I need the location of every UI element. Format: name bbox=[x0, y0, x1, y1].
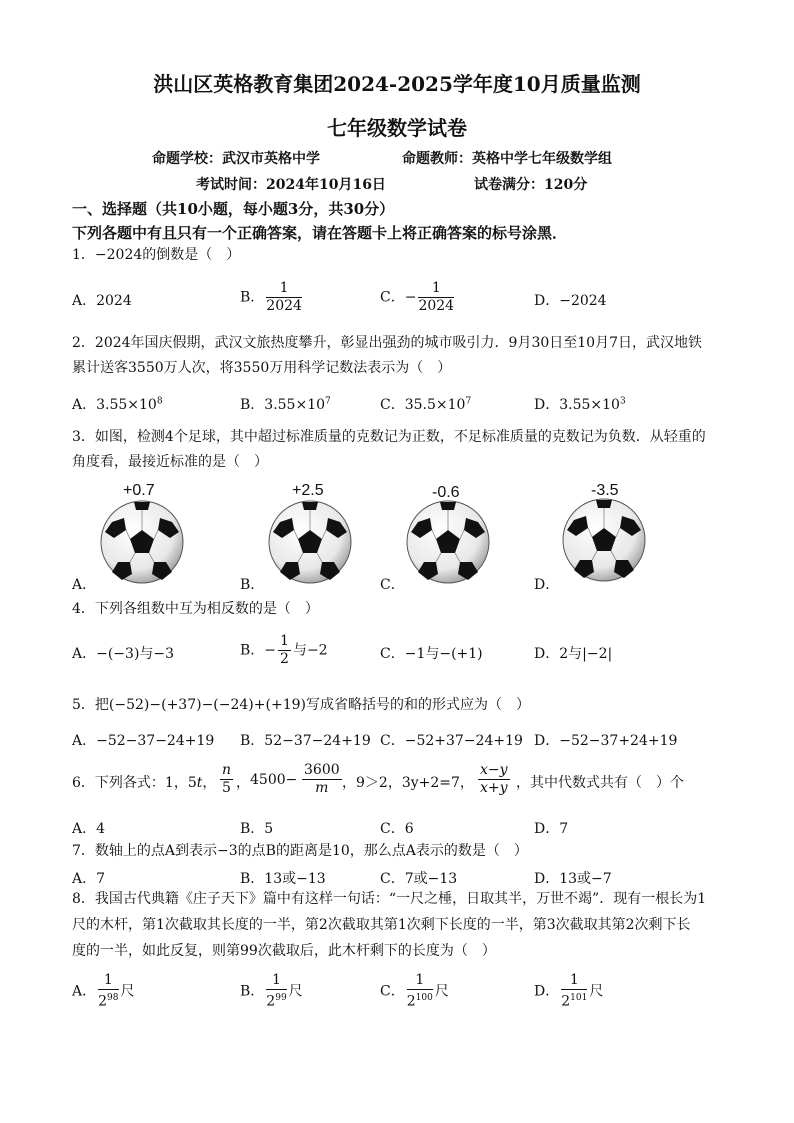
q8-b-den-base: 2 bbox=[266, 993, 276, 1010]
q5-option-d: D．−52−37+24+19 bbox=[534, 733, 678, 749]
q1-b-num: 1 bbox=[266, 280, 302, 298]
q6-option-d: D．7 bbox=[534, 821, 569, 837]
q8-b-num: 1 bbox=[266, 972, 286, 990]
q7-option-b: B．13或−13 bbox=[240, 871, 326, 887]
q8-d-den-exp: 101 bbox=[570, 993, 588, 1003]
ball-a-label: +0.7 bbox=[123, 482, 155, 499]
q8-option-b bbox=[240, 972, 303, 1011]
ball-c-icon bbox=[406, 500, 490, 584]
q8-c-prefix: C． bbox=[380, 983, 405, 1000]
q6-expr4-num: 3600 bbox=[304, 762, 340, 778]
ball-c-label: -0.6 bbox=[432, 484, 460, 501]
ball-b-label: +2.5 bbox=[292, 482, 324, 499]
q6-frac-xy bbox=[478, 762, 510, 797]
q3-line1: 3．如图，检测4个足球，其中超过标准质量的克数记为正数，不足标准质量的克数记为负数．从轻重的 bbox=[72, 429, 706, 445]
q8-b-unit: 尺 bbox=[288, 983, 303, 1000]
q8-b-den bbox=[266, 990, 286, 1011]
q3-option-a: A． bbox=[72, 577, 97, 593]
q8-a-fraction bbox=[98, 972, 118, 1011]
q4-b-num: 1 bbox=[280, 633, 289, 649]
q6-n-num: n bbox=[222, 762, 232, 778]
q1-option-c bbox=[380, 280, 456, 315]
ball-b-icon bbox=[268, 500, 352, 584]
q2-c-base: C．35.5×10 bbox=[380, 397, 466, 413]
q8-a-prefix: A． bbox=[72, 983, 97, 1000]
section-heading: 一、选择题（共10小题，每小题3分，共30分） bbox=[72, 200, 395, 218]
q8-a-unit: 尺 bbox=[120, 983, 135, 1000]
q1-b-fraction bbox=[266, 280, 302, 315]
q4-option-d: D．2与|−2| bbox=[534, 646, 613, 662]
exam-subtitle: 七年级数学试卷 bbox=[327, 116, 467, 140]
q7-option-a: A．7 bbox=[72, 871, 106, 887]
q2-option-a bbox=[72, 394, 163, 414]
q8-b-den-exp: 99 bbox=[275, 993, 287, 1003]
q8-d-den bbox=[561, 990, 587, 1011]
q4-b-fraction bbox=[278, 633, 291, 668]
score-label: 试卷满分：120分 bbox=[474, 177, 588, 193]
q1-option-d: D．−2024 bbox=[534, 293, 607, 309]
q2-line2: 累计送客3550万人次，将3550万用科学记数法表示为（ ） bbox=[72, 360, 452, 376]
ball-d-label: -3.5 bbox=[591, 482, 619, 499]
q8-a-den bbox=[98, 990, 118, 1011]
q5-option-c: C．−52+37−24+19 bbox=[380, 733, 523, 749]
q1-c-den: 2024 bbox=[418, 298, 455, 314]
q6-frac-n5 bbox=[220, 762, 233, 797]
q3-option-b: B． bbox=[240, 577, 265, 593]
q8-option-c bbox=[380, 972, 449, 1011]
q8-c-den bbox=[407, 990, 433, 1011]
q2-line1: 2．2024年国庆假期，武汉文旅热度攀升，彰显出强劲的城市吸引力．9月30日至10月7日，武汉地铁 bbox=[72, 335, 702, 351]
q8-c-den-base: 2 bbox=[406, 993, 416, 1010]
q2-option-d bbox=[534, 394, 626, 414]
q5-option-a: A．−52−37−24+19 bbox=[72, 733, 215, 749]
q5-stem: 5．把(−52)−(+37)−(−24)+(+19)写成省略括号的和的形式应为（ ） bbox=[72, 697, 530, 713]
q6-sep-2: ， bbox=[236, 775, 250, 791]
q1-options bbox=[0, 280, 794, 320]
q8-option-d bbox=[534, 972, 603, 1011]
q6-frac-3600m bbox=[302, 762, 342, 797]
q5-option-b: B．52−37−24+19 bbox=[240, 733, 371, 749]
q2-option-c bbox=[380, 394, 471, 414]
q4-b-suffix: 与−2 bbox=[292, 642, 328, 659]
teacher-label: 命题教师：英格中学七年级数学组 bbox=[402, 151, 612, 167]
q3-option-c: C． bbox=[380, 577, 405, 593]
q1-c-prefix: C．− bbox=[380, 289, 417, 306]
ball-a-icon bbox=[100, 500, 184, 584]
q4-b-prefix: B．− bbox=[240, 642, 277, 659]
q2-option-b bbox=[240, 394, 331, 414]
q4-stem: 4．下列各组数中互为相反数的是（ ） bbox=[72, 601, 319, 617]
q6-xy-num: x−y bbox=[480, 762, 508, 778]
q8-c-unit: 尺 bbox=[434, 983, 449, 1000]
q3-option-d: D． bbox=[534, 577, 560, 593]
q6-t: t bbox=[196, 775, 203, 791]
q6-expr4-den: m bbox=[315, 780, 329, 796]
q6-sep-1: ， bbox=[202, 775, 217, 791]
q6-stem bbox=[72, 762, 732, 806]
q8-c-den-exp: 100 bbox=[415, 993, 433, 1003]
q8-d-den-base: 2 bbox=[561, 993, 571, 1010]
q2-d-exp: 3 bbox=[619, 396, 626, 407]
q7-option-d: D．13或−7 bbox=[534, 871, 612, 887]
q6-stem-row bbox=[72, 772, 216, 792]
q8-b-fraction bbox=[266, 972, 286, 1011]
q4-option-c: C．−1与−(+1) bbox=[380, 646, 483, 662]
ball-d-icon bbox=[562, 498, 646, 582]
q2-b-base: B．3.55×10 bbox=[240, 397, 326, 413]
q6-middle: ，9＞2，3y+2=7， bbox=[342, 775, 474, 791]
q6-expr4-prefix: 4500− bbox=[250, 772, 298, 788]
q8-d-prefix: D． bbox=[534, 983, 560, 1000]
time-label: 考试时间：2024年10月16日 bbox=[196, 177, 386, 193]
q8-line1: 8．我国古代典籍《庄子天下》篇中有这样一句话：“一尺之棰，日取其半，万世不竭”．现有一根长为1 bbox=[72, 891, 707, 907]
q3-line2: 角度看，最接近标准的是（ ） bbox=[72, 454, 268, 470]
section-instruction: 下列各题中有且只有一个正确答案，请在答题卡上将正确答案的标号涂黑． bbox=[72, 224, 568, 242]
q6-option-b: B．5 bbox=[240, 821, 274, 837]
q4-option-a: A．−(−3)与−3 bbox=[72, 646, 175, 662]
q2-a-exp: 8 bbox=[156, 396, 163, 407]
q1-option-b bbox=[240, 280, 304, 315]
q1-b-den: 2024 bbox=[266, 298, 302, 314]
q6-option-c: C．6 bbox=[380, 821, 414, 837]
q8-b-prefix: B． bbox=[240, 983, 265, 1000]
q2-a-base: A．3.55×10 bbox=[72, 397, 157, 413]
q8-line2: 尺的木杆，第1次截取其长度的一半，第2次截取其第1次剩下长度的一半，第3次截取其第2次剩下长 bbox=[72, 917, 691, 933]
q1-c-fraction bbox=[418, 280, 454, 315]
q1-option-a: A．2024 bbox=[72, 293, 132, 309]
q8-d-fraction bbox=[561, 972, 587, 1011]
q6-stem-start: 6．下列各式：1，5 bbox=[72, 775, 197, 791]
q3-figure bbox=[0, 480, 794, 593]
q8-d-unit: 尺 bbox=[589, 983, 604, 1000]
q4-option-b bbox=[240, 633, 328, 668]
q1-stem: 1．−2024的倒数是（ ） bbox=[72, 247, 241, 263]
q8-c-fraction bbox=[407, 972, 433, 1011]
q8-d-num: 1 bbox=[561, 972, 587, 990]
q7-option-c: C．7或−13 bbox=[380, 871, 458, 887]
q8-line3: 度的一半，如此反复，则第99次截取后，此木杆剩下的长度为（ ） bbox=[72, 943, 496, 959]
q8-a-den-base: 2 bbox=[98, 993, 108, 1010]
q8-a-num: 1 bbox=[98, 972, 118, 990]
q6-stem-end: ，其中代数式共有（ ）个 bbox=[516, 775, 684, 791]
q1-c-num: 1 bbox=[418, 280, 454, 298]
q8-options bbox=[0, 972, 794, 1016]
q2-options bbox=[0, 394, 794, 418]
exam-title: 洪山区英格教育集团2024-2025学年度10月质量监测 bbox=[153, 72, 641, 96]
q6-n-den: 5 bbox=[222, 780, 231, 796]
q8-a-den-exp: 98 bbox=[107, 993, 119, 1003]
q2-d-base: D．3.55×10 bbox=[534, 397, 620, 413]
q6-option-a: A．4 bbox=[72, 821, 106, 837]
q2-b-exp: 7 bbox=[325, 396, 331, 407]
school-label: 命题学校：武汉市英格中学 bbox=[152, 151, 320, 167]
q8-c-num: 1 bbox=[407, 972, 433, 990]
q1-b-prefix: B． bbox=[240, 289, 265, 306]
q5-options bbox=[0, 730, 794, 754]
q4-b-den: 2 bbox=[280, 651, 289, 667]
q8-option-a bbox=[72, 972, 135, 1011]
q4-options bbox=[0, 633, 794, 673]
q6-xy-den: x+y bbox=[480, 780, 508, 796]
q2-c-exp: 7 bbox=[465, 396, 472, 407]
q7-stem: 7．数轴上的点A到表示−3的点B的距离是10，那么点A表示的数是（ ） bbox=[72, 843, 528, 859]
